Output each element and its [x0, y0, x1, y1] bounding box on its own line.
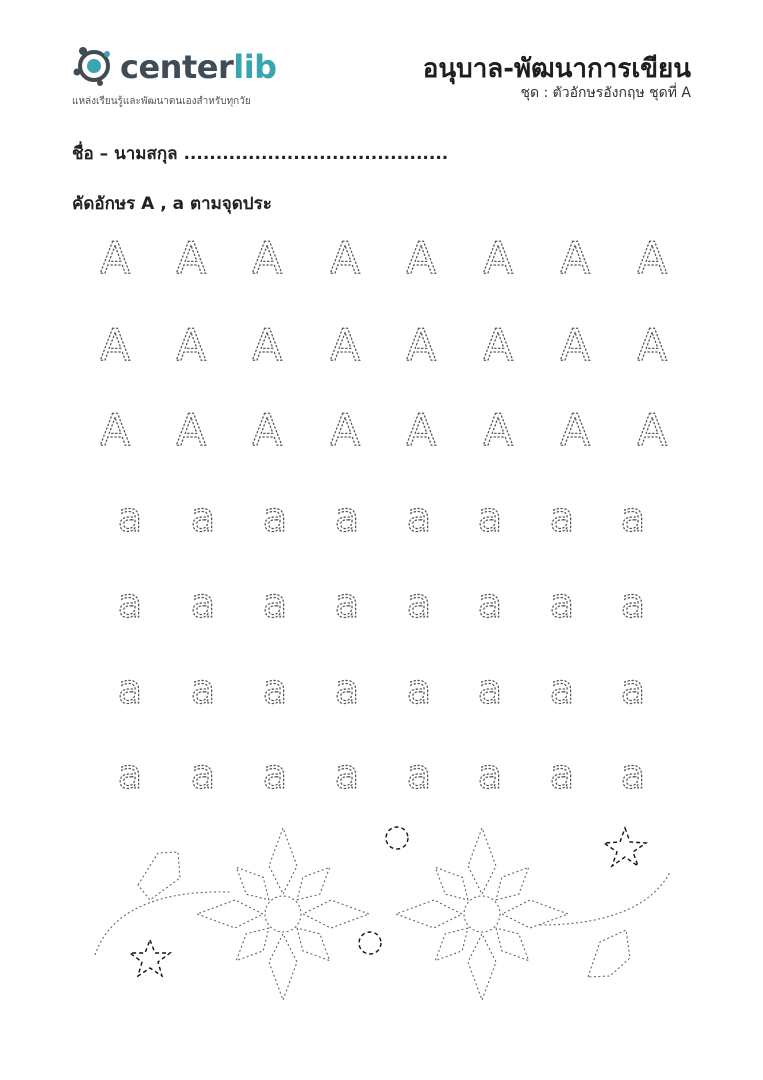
trace-letter-lowercase: a: [620, 495, 646, 541]
petal-shape: [228, 920, 277, 969]
stem-left: [95, 892, 230, 955]
centerlib-logo: [70, 42, 330, 112]
star-icon: [130, 940, 170, 976]
petal-shape: [427, 859, 476, 908]
trace-letter-lowercase: a: [406, 581, 432, 627]
trace-letter-uppercase: A: [99, 233, 131, 284]
trace-letter-uppercase: A: [482, 405, 514, 456]
star-icon: [604, 828, 646, 866]
leaf-icon: [588, 930, 630, 977]
trace-letter-uppercase: A: [329, 405, 361, 456]
brand-tagline: แหล่งเรียนรู้และพัฒนาตนเองสำหรับทุกวัย: [72, 96, 251, 107]
brand-name: [120, 48, 277, 86]
petal-shape: [396, 900, 462, 928]
worksheet-title: อนุบาล-พัฒนาการเขียน: [422, 54, 691, 84]
trace-letter-uppercase: A: [559, 320, 591, 371]
trace-letter-lowercase: a: [117, 752, 143, 798]
trace-letter-uppercase: A: [251, 320, 283, 371]
trace-letter-uppercase: A: [99, 405, 131, 456]
trace-letter-lowercase: a: [406, 752, 432, 798]
molecule-logo-icon: [70, 42, 118, 90]
trace-letter-lowercase: a: [117, 581, 143, 627]
petal-shape: [197, 900, 263, 928]
trace-letter-lowercase: a: [549, 752, 575, 798]
trace-letter-uppercase: A: [482, 320, 514, 371]
trace-letter-uppercase: A: [405, 233, 437, 284]
trace-letter-lowercase: a: [620, 752, 646, 798]
trace-letter-lowercase: a: [262, 581, 288, 627]
trace-letter-lowercase: a: [549, 581, 575, 627]
trace-letter-uppercase: A: [636, 320, 668, 371]
trace-letter-lowercase: a: [334, 667, 360, 713]
trace-letter-uppercase: A: [405, 405, 437, 456]
trace-letter-lowercase: a: [190, 667, 216, 713]
petal-shape: [269, 934, 297, 1000]
trace-letter-lowercase: a: [406, 667, 432, 713]
petal-shape: [289, 920, 338, 969]
tracing-letters: [100, 233, 667, 798]
worksheet-subtitle: ชุด : ตัวอักษรอังกฤษ ชุดที่ A: [520, 85, 691, 101]
trace-letter-lowercase: a: [190, 495, 216, 541]
trace-letter-lowercase: a: [406, 495, 432, 541]
brand-name-part2: lib: [233, 48, 277, 86]
petal-shape: [468, 828, 496, 894]
instruction-text: คัดอักษร A , a ตามจุดประ: [72, 194, 272, 214]
trace-letter-lowercase: a: [477, 667, 503, 713]
trace-letter-lowercase: a: [549, 495, 575, 541]
trace-letter-uppercase: A: [482, 233, 514, 284]
trace-letter-lowercase: a: [549, 667, 575, 713]
trace-letter-uppercase: A: [559, 405, 591, 456]
circle-icon: [359, 932, 381, 954]
trace-letter-uppercase: A: [636, 405, 668, 456]
petal-shape: [427, 920, 476, 969]
trace-letter-lowercase: a: [117, 667, 143, 713]
trace-letter-lowercase: a: [620, 667, 646, 713]
trace-letter-uppercase: A: [175, 320, 207, 371]
petal-shape: [488, 920, 537, 969]
trace-letter-uppercase: A: [175, 233, 207, 284]
trace-letter-lowercase: a: [262, 752, 288, 798]
trace-letter-lowercase: a: [334, 752, 360, 798]
decoration-group: [95, 827, 670, 1000]
trace-letter-uppercase: A: [405, 320, 437, 371]
petal-shape: [228, 859, 277, 908]
petal-shape: [488, 859, 537, 908]
flower-icon: [197, 828, 369, 1000]
stem-right: [540, 872, 670, 925]
trace-letter-uppercase: A: [559, 233, 591, 284]
trace-letter-lowercase: a: [262, 495, 288, 541]
name-field-line: ชื่อ – นามสกุล .........................................: [72, 144, 449, 164]
trace-letter-uppercase: A: [175, 405, 207, 456]
petal-shape: [269, 828, 297, 894]
petal-shape: [468, 934, 496, 1000]
brand-name-part1: center: [120, 48, 234, 86]
trace-letter-lowercase: a: [334, 495, 360, 541]
trace-letter-lowercase: a: [477, 495, 503, 541]
trace-letter-lowercase: a: [117, 495, 143, 541]
petal-shape: [289, 859, 338, 908]
flower-icon: [396, 828, 568, 1000]
circle-icon: [386, 827, 408, 849]
trace-letter-uppercase: A: [329, 233, 361, 284]
leaf-icon: [138, 852, 180, 900]
trace-letter-uppercase: A: [99, 320, 131, 371]
trace-letter-lowercase: a: [620, 581, 646, 627]
trace-letter-lowercase: a: [190, 752, 216, 798]
trace-letter-uppercase: A: [329, 320, 361, 371]
trace-letter-uppercase: A: [251, 405, 283, 456]
trace-letter-lowercase: a: [190, 581, 216, 627]
petal-shape: [303, 900, 369, 928]
trace-letter-lowercase: a: [477, 581, 503, 627]
trace-letter-uppercase: A: [636, 233, 668, 284]
trace-letter-lowercase: a: [262, 667, 288, 713]
petal-shape: [502, 900, 568, 928]
trace-letter-uppercase: A: [251, 233, 283, 284]
trace-letter-lowercase: a: [334, 581, 360, 627]
trace-letter-lowercase: a: [477, 752, 503, 798]
